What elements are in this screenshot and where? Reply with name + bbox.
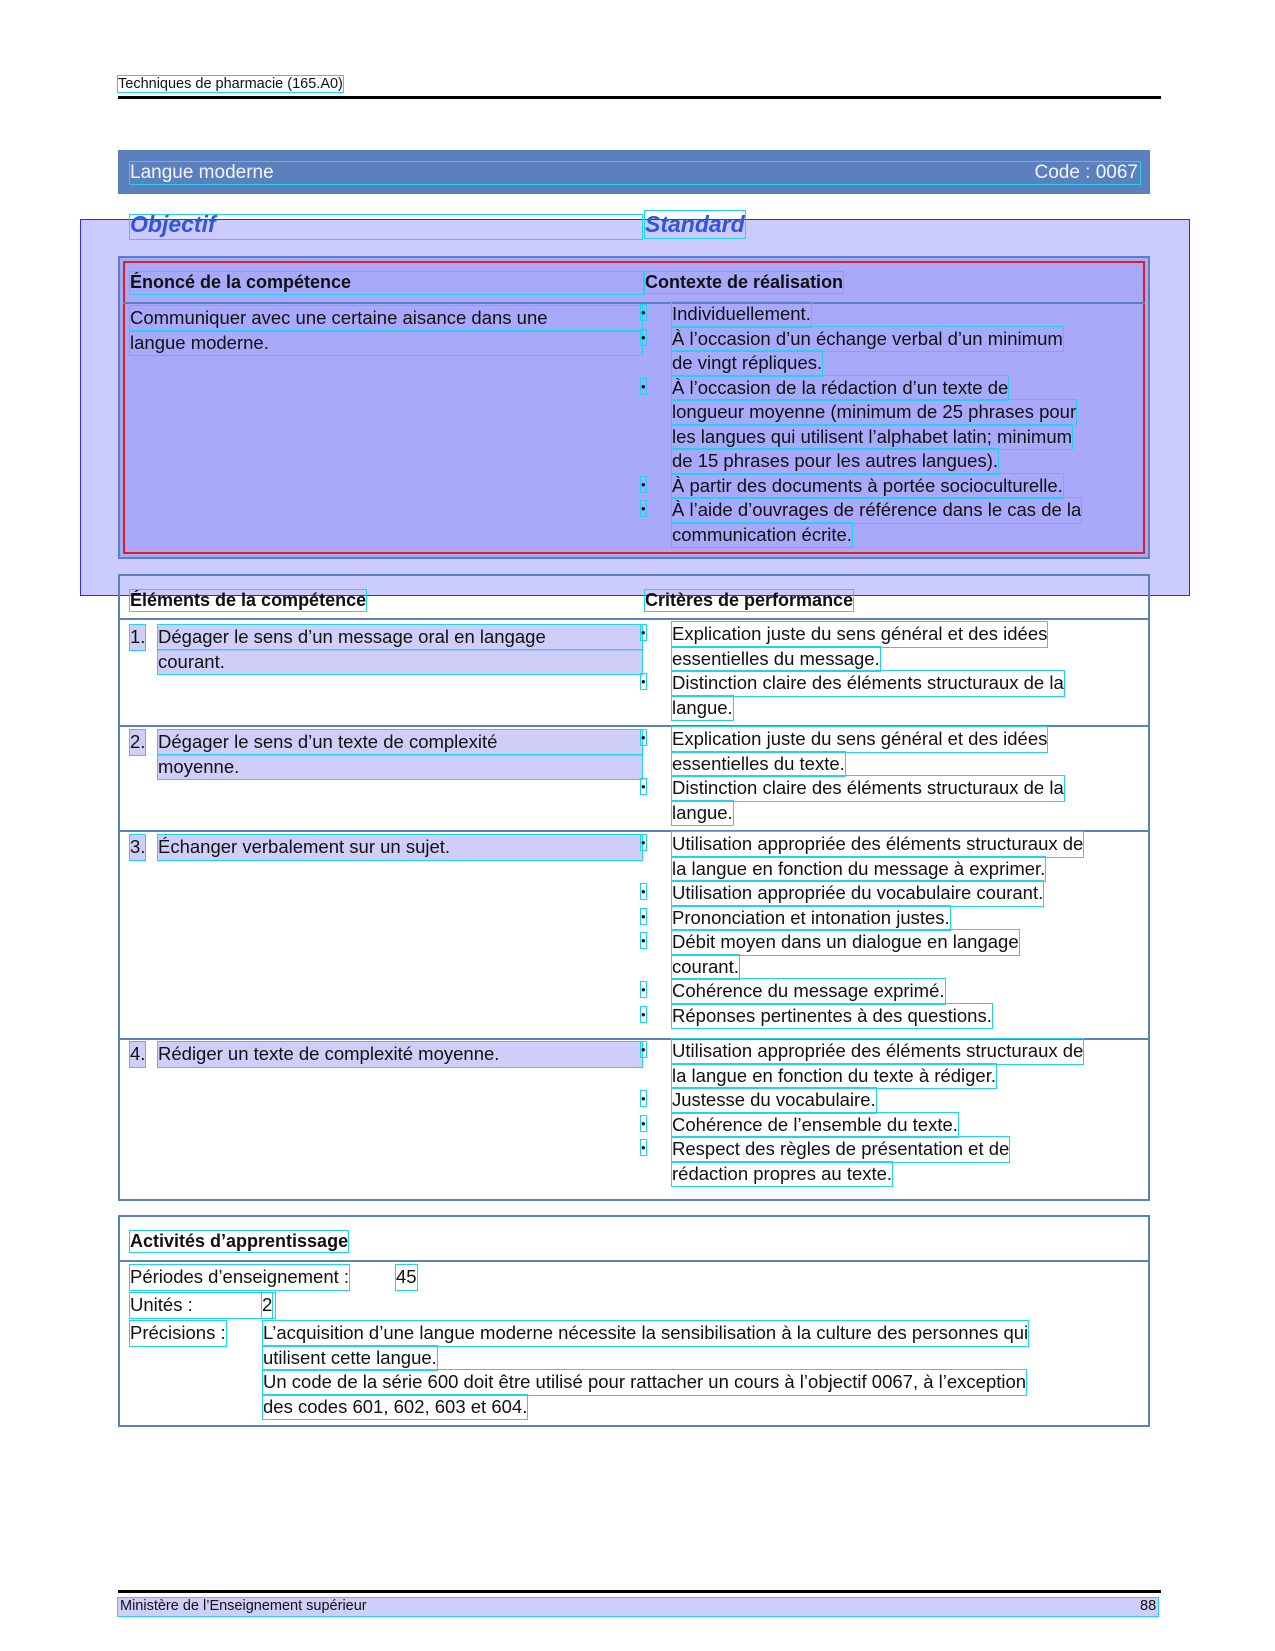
- criterion-line: langue.: [672, 801, 733, 826]
- enonce-header: Énoncé de la compétence: [130, 272, 643, 294]
- criterion-line: Justesse du vocabulaire.: [672, 1088, 876, 1113]
- criterion-line: Distinction claire des éléments structuraux de la: [672, 776, 1064, 801]
- enonce-line: langue moderne.: [130, 331, 642, 356]
- element-line: Dégager le sens d’un texte de complexité: [158, 730, 642, 755]
- element-number: 4.: [130, 1042, 145, 1067]
- unites-label: Unités :: [130, 1293, 275, 1318]
- element-line: Dégager le sens d’un message oral en langage: [158, 625, 642, 650]
- contexte-item-line: les langues qui utilisent l’alphabet latin; minimum: [672, 425, 1072, 450]
- bullet-icon: •: [641, 674, 646, 689]
- criterion-line: Cohérence de l’ensemble du texte.: [672, 1113, 958, 1138]
- criterion-line: Utilisation appropriée des éléments structuraux de: [672, 832, 1083, 857]
- page-number: 88: [1140, 1598, 1157, 1614]
- contexte-item-line: de 15 phrases pour les autres langues).: [672, 449, 998, 474]
- contexte-item-line: Individuellement.: [672, 302, 811, 327]
- precisions-label: Précisions :: [130, 1321, 226, 1346]
- contexte-item-line: À l’occasion d’un échange verbal d’un minimum: [672, 327, 1063, 352]
- enonce-line: Communiquer avec une certaine aisance dans une: [130, 306, 642, 331]
- bullet-icon: •: [641, 378, 646, 394]
- course-code: Code : 0067: [1034, 162, 1138, 183]
- row-divider: [120, 618, 1148, 620]
- element-number: 1.: [130, 625, 145, 650]
- unites-value: 2: [262, 1293, 272, 1318]
- activites-header-divider: [120, 1260, 1148, 1262]
- criterion-line: la langue en fonction du message à exprimer.: [672, 857, 1045, 882]
- bullet-icon: •: [641, 933, 646, 948]
- document-header: Techniques de pharmacie (165.A0): [118, 76, 343, 92]
- precisions-line: Un code de la série 600 doit être utilisé pour rattacher un cours à l’objectif 0067, à l’exception: [263, 1370, 1026, 1395]
- periodes-label: Périodes d’enseignement :: [130, 1265, 349, 1290]
- bullet-icon: •: [641, 730, 646, 745]
- bullet-icon: •: [641, 305, 646, 320]
- criterion-line: essentielles du texte.: [672, 752, 845, 777]
- contexte-item-line: À l’occasion de la rédaction d’un texte de: [672, 376, 1008, 401]
- criterion-line: Explication juste du sens général et des idées: [672, 622, 1047, 647]
- competence-header-divider: [123, 302, 1145, 304]
- contexte-item-line: communication écrite.: [672, 523, 852, 548]
- periodes-value: 45: [396, 1265, 417, 1290]
- criterion-line: rédaction propres au texte.: [672, 1162, 892, 1187]
- contexte-header: Contexte de réalisation: [645, 272, 844, 292]
- criterion-line: Réponses pertinentes à des questions.: [672, 1004, 992, 1029]
- element-line: moyenne.: [158, 755, 642, 780]
- objectif-label: Objectif: [130, 211, 216, 237]
- bullet-icon: •: [641, 982, 646, 997]
- contexte-item-line: longueur moyenne (minimum de 25 phrases pour: [672, 400, 1076, 425]
- element-line: courant.: [158, 650, 642, 675]
- criterion-line: Prononciation et intonation justes.: [672, 906, 950, 931]
- bullet-icon: •: [641, 779, 646, 794]
- contexte-item-line: de vingt répliques.: [672, 351, 822, 376]
- footer-divider: [118, 1590, 1161, 1593]
- bullet-icon: •: [641, 908, 646, 924]
- precisions-line: utilisent cette langue.: [263, 1346, 437, 1371]
- criterion-line: Explication juste du sens général et des idées: [672, 727, 1047, 752]
- criterion-line: Débit moyen dans un dialogue en langage: [672, 930, 1019, 955]
- criterion-line: Cohérence du message exprimé.: [672, 979, 945, 1004]
- footer-ministry: Ministère de l’Enseignement supérieur: [120, 1598, 367, 1614]
- standard-label: Standard: [645, 211, 745, 237]
- criterion-line: courant.: [672, 955, 739, 980]
- element-number: 3.: [130, 835, 145, 860]
- bullet-icon: •: [641, 329, 646, 345]
- bullet-icon: •: [641, 884, 646, 899]
- criterion-line: essentielles du message.: [672, 647, 880, 672]
- activites-header: Activités d’apprentissage: [130, 1231, 349, 1251]
- title-bar-content: [130, 162, 1140, 184]
- element-line: Rédiger un texte de complexité moyenne.: [158, 1042, 642, 1067]
- criterion-line: Utilisation appropriée du vocabulaire courant.: [672, 881, 1043, 906]
- criterion-line: Respect des règles de présentation et de: [672, 1137, 1009, 1162]
- bullet-icon: •: [641, 1115, 646, 1131]
- bullet-icon: •: [641, 1140, 646, 1155]
- contexte-item-line: À l’aide d’ouvrages de référence dans le cas de la: [672, 498, 1081, 523]
- criterion-line: Distinction claire des éléments structuraux de la: [672, 671, 1064, 696]
- precisions-line: L’acquisition d’une langue moderne nécessite la sensibilisation à la culture des personnes qui: [263, 1321, 1028, 1346]
- header-divider: [118, 96, 1161, 99]
- element-number: 2.: [130, 730, 145, 755]
- criteres-header: Critères de performance: [645, 590, 854, 610]
- course-title: Langue moderne: [130, 162, 274, 183]
- bullet-icon: •: [641, 501, 646, 516]
- bullet-icon: •: [641, 1042, 646, 1057]
- precisions-line: des codes 601, 602, 603 et 604.: [263, 1395, 527, 1420]
- contexte-item-line: À partir des documents à portée socioculturelle.: [672, 474, 1063, 499]
- element-line: Échanger verbalement sur un sujet.: [158, 835, 642, 860]
- bullet-icon: •: [641, 835, 646, 850]
- bullet-icon: •: [641, 1091, 646, 1106]
- elements-header: Éléments de la compétence: [130, 590, 367, 610]
- criterion-line: la langue en fonction du texte à rédiger.: [672, 1064, 996, 1089]
- criterion-line: langue.: [672, 696, 733, 721]
- criterion-line: Utilisation appropriée des éléments structuraux de: [672, 1039, 1083, 1064]
- bullet-icon: •: [641, 625, 646, 640]
- bullet-icon: •: [641, 476, 646, 492]
- bullet-icon: •: [641, 1006, 646, 1022]
